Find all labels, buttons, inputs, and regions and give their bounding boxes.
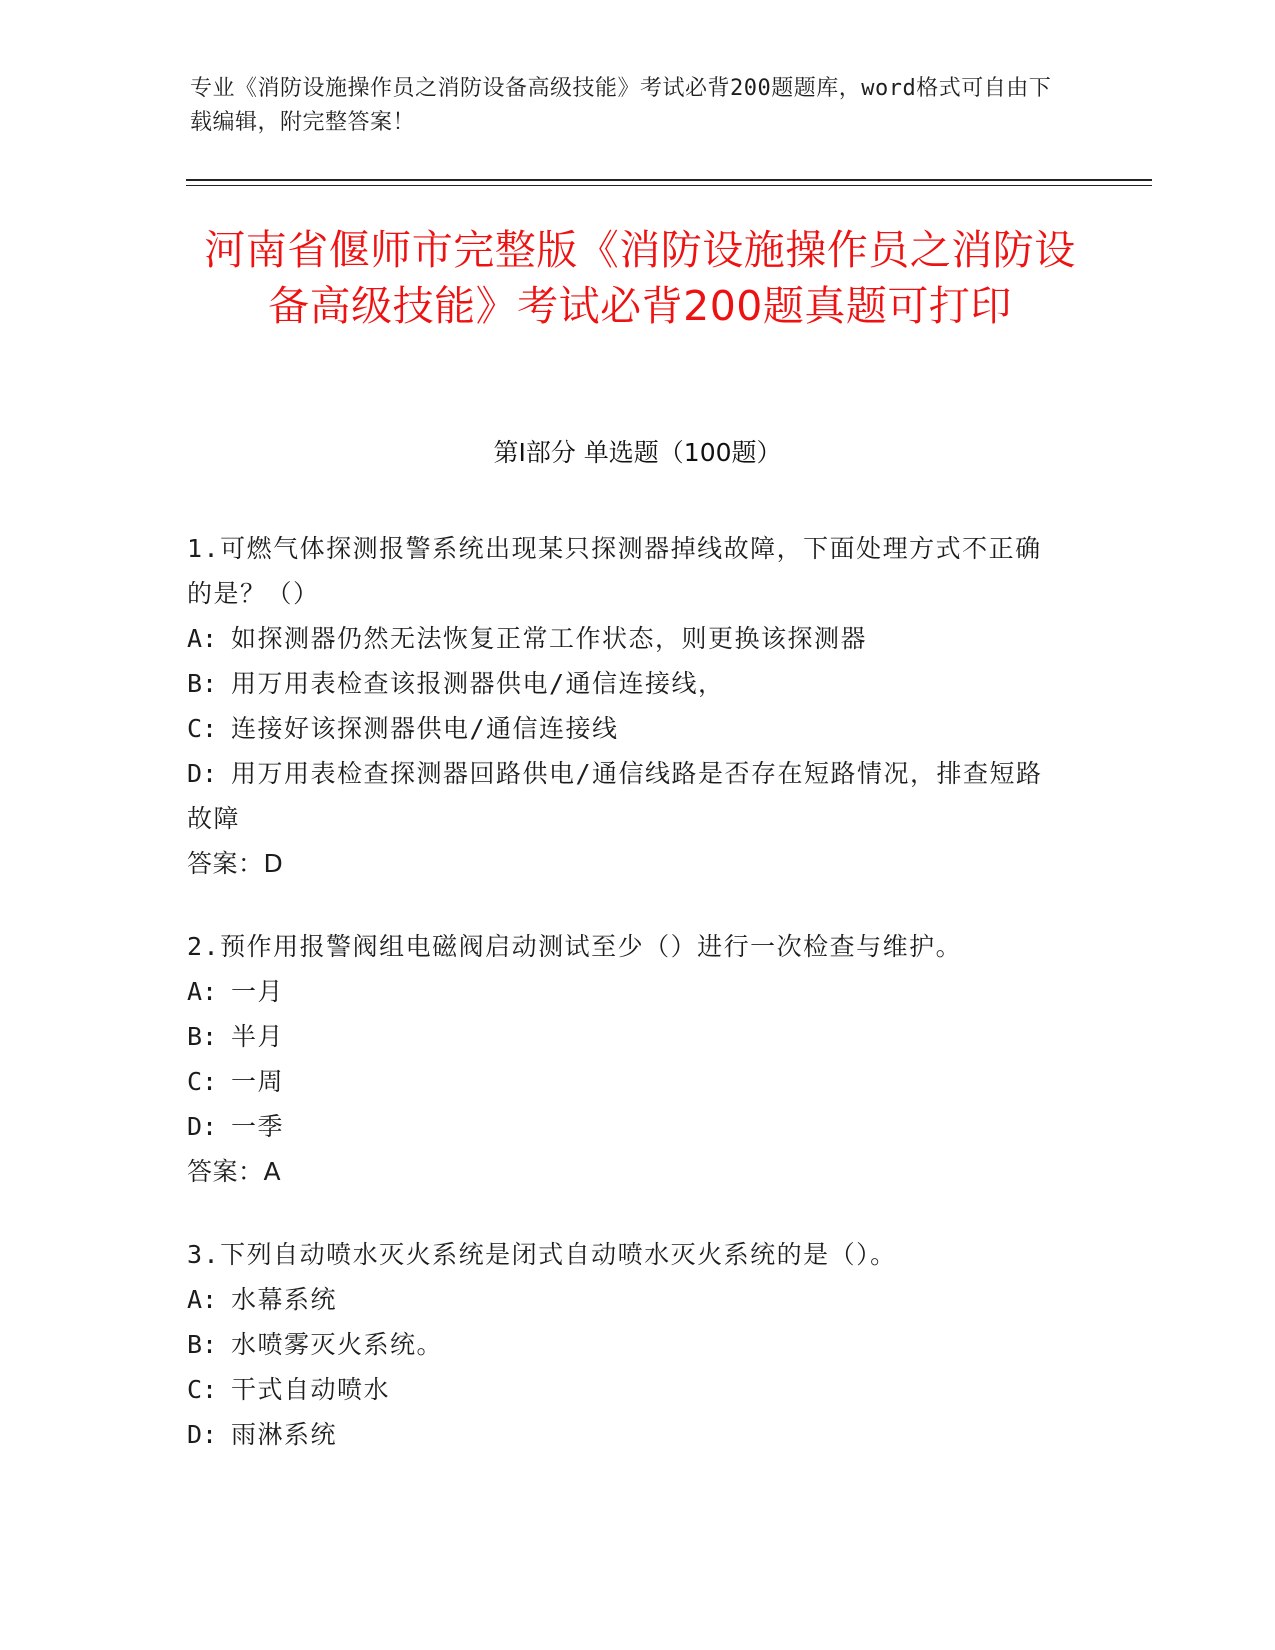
document-title: 河南省偃师市完整版《消防设施操作员之消防设备高级技能》考试必背200题真题可打印: [204, 226, 1076, 330]
option-d: [187, 1104, 1067, 1149]
option-text: 半月: [231, 1022, 285, 1051]
option-c: [187, 1367, 1067, 1412]
option-letter: A:: [187, 977, 218, 1006]
option-c: [187, 706, 1067, 751]
option-text: 用万用表检查该报测器供电/通信连接线，: [231, 669, 725, 698]
option-letter: C:: [187, 1375, 218, 1404]
option-d: [187, 1412, 1067, 1457]
question-stem: 1.可燃气体探测报警系统出现某只探测器掉线故障，下面处理方式不正确的是？（）: [187, 534, 1042, 608]
header-divider-thin: [186, 185, 1152, 186]
option-letter: B:: [187, 669, 218, 698]
option-a: [187, 616, 1067, 661]
option-text: 水喷雾灭火系统。: [231, 1330, 444, 1359]
option-letter: B:: [187, 1330, 218, 1359]
option-text: 一周: [231, 1067, 285, 1096]
option-text: 水幕系统: [231, 1285, 338, 1314]
option-letter: B:: [187, 1022, 218, 1051]
option-letter: D:: [187, 759, 218, 788]
option-text: 连接好该探测器供电/通信连接线: [231, 714, 619, 743]
option-text: 一季: [231, 1112, 285, 1141]
option-text: 干式自动喷水: [231, 1375, 391, 1404]
header-divider-thick: [186, 179, 1152, 181]
option-text: 一月: [231, 977, 285, 1006]
option-c: [187, 1059, 1067, 1104]
option-letter: D:: [187, 1112, 218, 1141]
question-item: [187, 924, 1067, 1194]
option-letter: C:: [187, 714, 218, 743]
option-letter: D:: [187, 1420, 218, 1449]
option-letter: A:: [187, 624, 218, 653]
option-text: 用万用表检查探测器回路供电/通信线路是否存在短路情况，排查短路故障: [187, 759, 1043, 833]
answer-line: 答案：D: [187, 849, 284, 878]
option-b: [187, 661, 1067, 706]
option-letter: C:: [187, 1067, 218, 1096]
option-text: 雨淋系统: [231, 1420, 338, 1449]
header-note: 专业《消防设施操作员之消防设备高级技能》考试必背200题题库，word格式可自由下载编辑，附完整答案！: [190, 76, 1052, 135]
question-item: [187, 1232, 1067, 1457]
answer-line: 答案：A: [187, 1157, 282, 1186]
option-letter: A:: [187, 1285, 218, 1314]
question-stem: 3.下列自动喷水灭火系统是闭式自动喷水灭火系统的是（）。: [187, 1240, 897, 1269]
question-stem: 2.预作用报警阀组电磁阀启动测试至少（）进行一次检查与维护。: [187, 932, 963, 961]
option-a: [187, 969, 1067, 1014]
section-heading: 第I部分 单选题（100题）: [493, 438, 782, 467]
option-d: [187, 751, 1067, 841]
option-text: 如探测器仍然无法恢复正常工作状态，则更换该探测器: [231, 624, 868, 653]
option-b: [187, 1014, 1067, 1059]
question-list: [187, 526, 1067, 1495]
option-b: [187, 1322, 1067, 1367]
question-item: [187, 526, 1067, 886]
option-a: [187, 1277, 1067, 1322]
